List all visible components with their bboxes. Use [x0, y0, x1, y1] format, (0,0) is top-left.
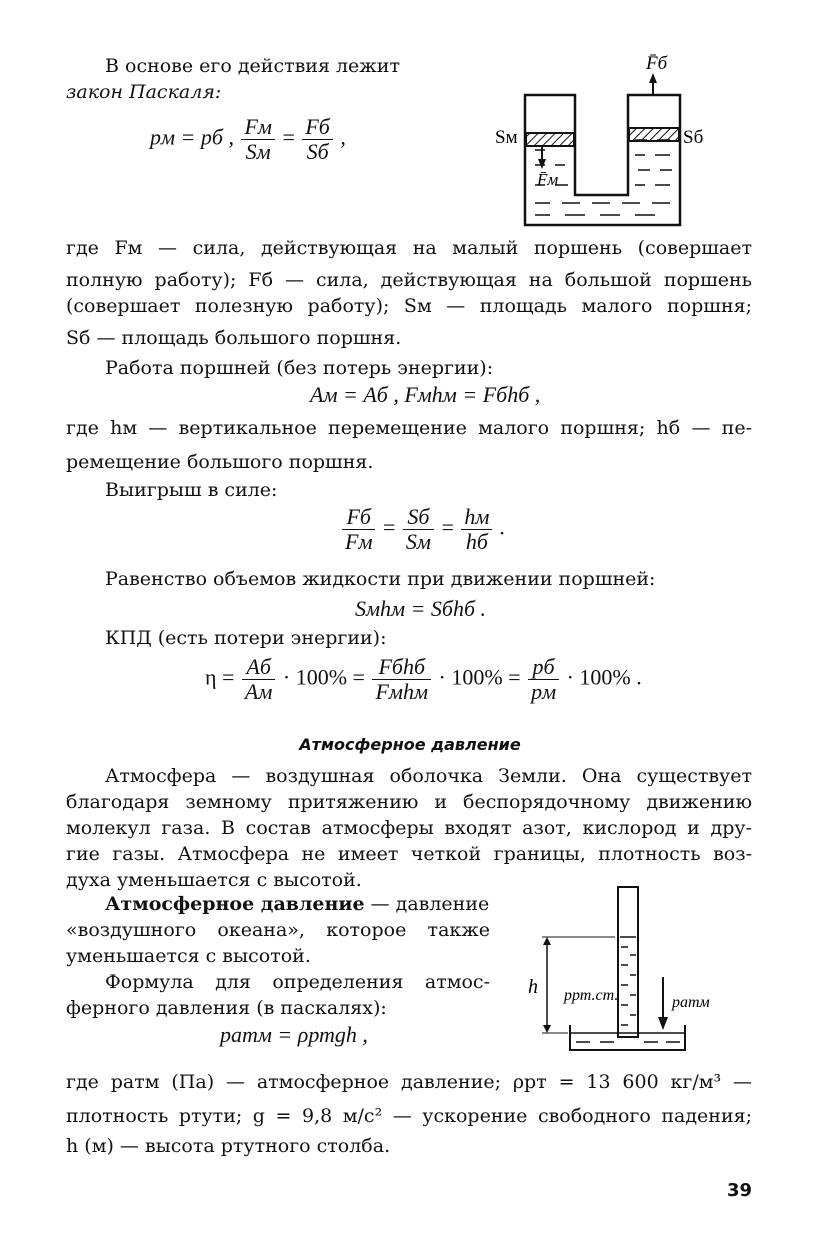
fraction	[403, 505, 434, 554]
volume-title: Равенство объемов жидкости при движении поршней:	[105, 568, 656, 590]
formula-work: Aм = Aб , Fмhм = Fбhб ,	[310, 382, 541, 407]
equals-sign: =	[282, 124, 295, 150]
numerator: hм	[461, 505, 492, 530]
fraction	[342, 505, 375, 554]
formula-pascal-left: pм = pб ,	[150, 124, 234, 150]
fraction	[528, 655, 559, 704]
numerator: Fб	[302, 115, 333, 140]
eta-symbol: η =	[205, 664, 235, 690]
paragraph-line: благодаря земному притяжению и беспорядочному движению	[66, 791, 752, 813]
definition-line: ремещение большого поршня.	[66, 451, 374, 473]
formula-atm: pатм = ρртgh ,	[220, 1022, 368, 1047]
formula-efficiency	[205, 655, 642, 704]
denominator: pм	[531, 679, 557, 704]
label-p-column: pрт.ст.	[564, 987, 619, 1004]
denominator: Sб	[306, 139, 329, 164]
denominator: hб	[465, 529, 488, 554]
definition-line: где hм — вертикальное перемещение малого поршня; hб — пе-	[66, 417, 752, 439]
fraction	[461, 505, 492, 554]
formula-intro-line-2: ферного давления (в паскалях):	[66, 997, 387, 1019]
definition-line: где pатм (Па) — атмосферное давление; ρрт = 13 600 кг/м³ —	[66, 1071, 752, 1093]
numerator: pб	[528, 655, 559, 680]
label-force-big: F̄б	[646, 53, 668, 74]
hydraulic-press-figure	[490, 45, 720, 235]
numerator: Aб	[242, 655, 275, 680]
torricelli-figure	[520, 885, 720, 1055]
big-piston	[629, 128, 679, 141]
label-area-small: Sм	[495, 127, 518, 148]
formula-volume: Sмhм = Sбhб .	[355, 596, 487, 621]
pressure-definition-line-2: «воздушного океана», которое также	[66, 919, 490, 941]
multiplier: · 100% =	[282, 664, 365, 690]
efficiency-title: КПД (есть потери энергии):	[105, 627, 387, 649]
denominator: Fм	[345, 529, 373, 554]
label-area-big: Sб	[683, 127, 704, 148]
denominator: Aм	[244, 679, 273, 704]
definition-line: где Fм — сила, действующая на малый поршень (совершает	[66, 237, 752, 259]
label-force-small: F̄м	[537, 170, 559, 189]
multiplier: · 100% =	[438, 664, 521, 690]
mercury-column	[620, 937, 636, 1025]
pressure-definition-rest: — давление	[364, 893, 490, 915]
fraction	[372, 655, 431, 704]
numerator: Fбhб	[372, 655, 431, 680]
formula-gain	[340, 505, 505, 554]
force-small-arrowhead	[538, 159, 546, 169]
paragraph-line: духа уменьшается с высотой.	[66, 869, 362, 891]
gain-title: Выигрыш в силе:	[105, 479, 278, 501]
paragraph-line: Атмосфера — воздушная оболочка Земли. Она существует	[105, 765, 752, 787]
equals-sign: =	[382, 514, 396, 540]
intro-line-1: В основе его действия лежит	[105, 55, 400, 77]
definition-line: Sб — площадь большого поршня.	[66, 327, 402, 349]
denominator: Fмhм	[375, 679, 428, 704]
numerator: Sб	[403, 505, 434, 530]
paragraph-line: молекул газа. В состав атмосферы входят азот, кислород и дру-	[66, 817, 752, 839]
label-h: h	[528, 976, 538, 998]
multiplier: · 100% .	[566, 664, 642, 690]
definition-line: полную работу); Fб — сила, действующая на большой поршень	[66, 269, 752, 291]
intro-line-2: закон Паскаля:	[66, 81, 222, 103]
page-number: 39	[727, 1180, 753, 1201]
section-heading: Атмосферное давление	[299, 735, 521, 754]
numerator: Fм	[241, 115, 274, 140]
definition-line: h (м) — высота ртутного столба.	[66, 1135, 391, 1157]
small-piston	[526, 133, 574, 146]
denominator: Sм	[245, 139, 271, 164]
force-big-arrowhead	[649, 73, 657, 83]
work-title: Работа поршней (без потерь энергии):	[105, 357, 494, 379]
fraction	[242, 655, 275, 704]
equals-sign: =	[441, 514, 454, 540]
formula-pascal	[150, 115, 346, 164]
paragraph-line: гие газы. Атмосфера не имеет четкой границы, плотность воз-	[66, 843, 752, 865]
denominator: Sм	[405, 529, 431, 554]
definition-line: (совершает полезную работу); Sм — площадь малого поршня;	[66, 295, 752, 317]
pressure-definition-line-3: уменьшается с высотой.	[66, 945, 311, 967]
label-p-atm: pатм	[672, 994, 710, 1011]
formula-intro-line-1: Формула для определения атмос-	[105, 971, 490, 993]
definition-line: плотность ртути; g = 9,8 м/с² — ускорение свободного падения;	[66, 1105, 752, 1127]
fraction	[241, 115, 274, 164]
pressure-term: Атмосферное давление	[105, 893, 365, 915]
fraction	[302, 115, 333, 164]
comma: ,	[340, 124, 346, 150]
numerator: Fб	[342, 505, 375, 530]
period: .	[499, 514, 506, 540]
